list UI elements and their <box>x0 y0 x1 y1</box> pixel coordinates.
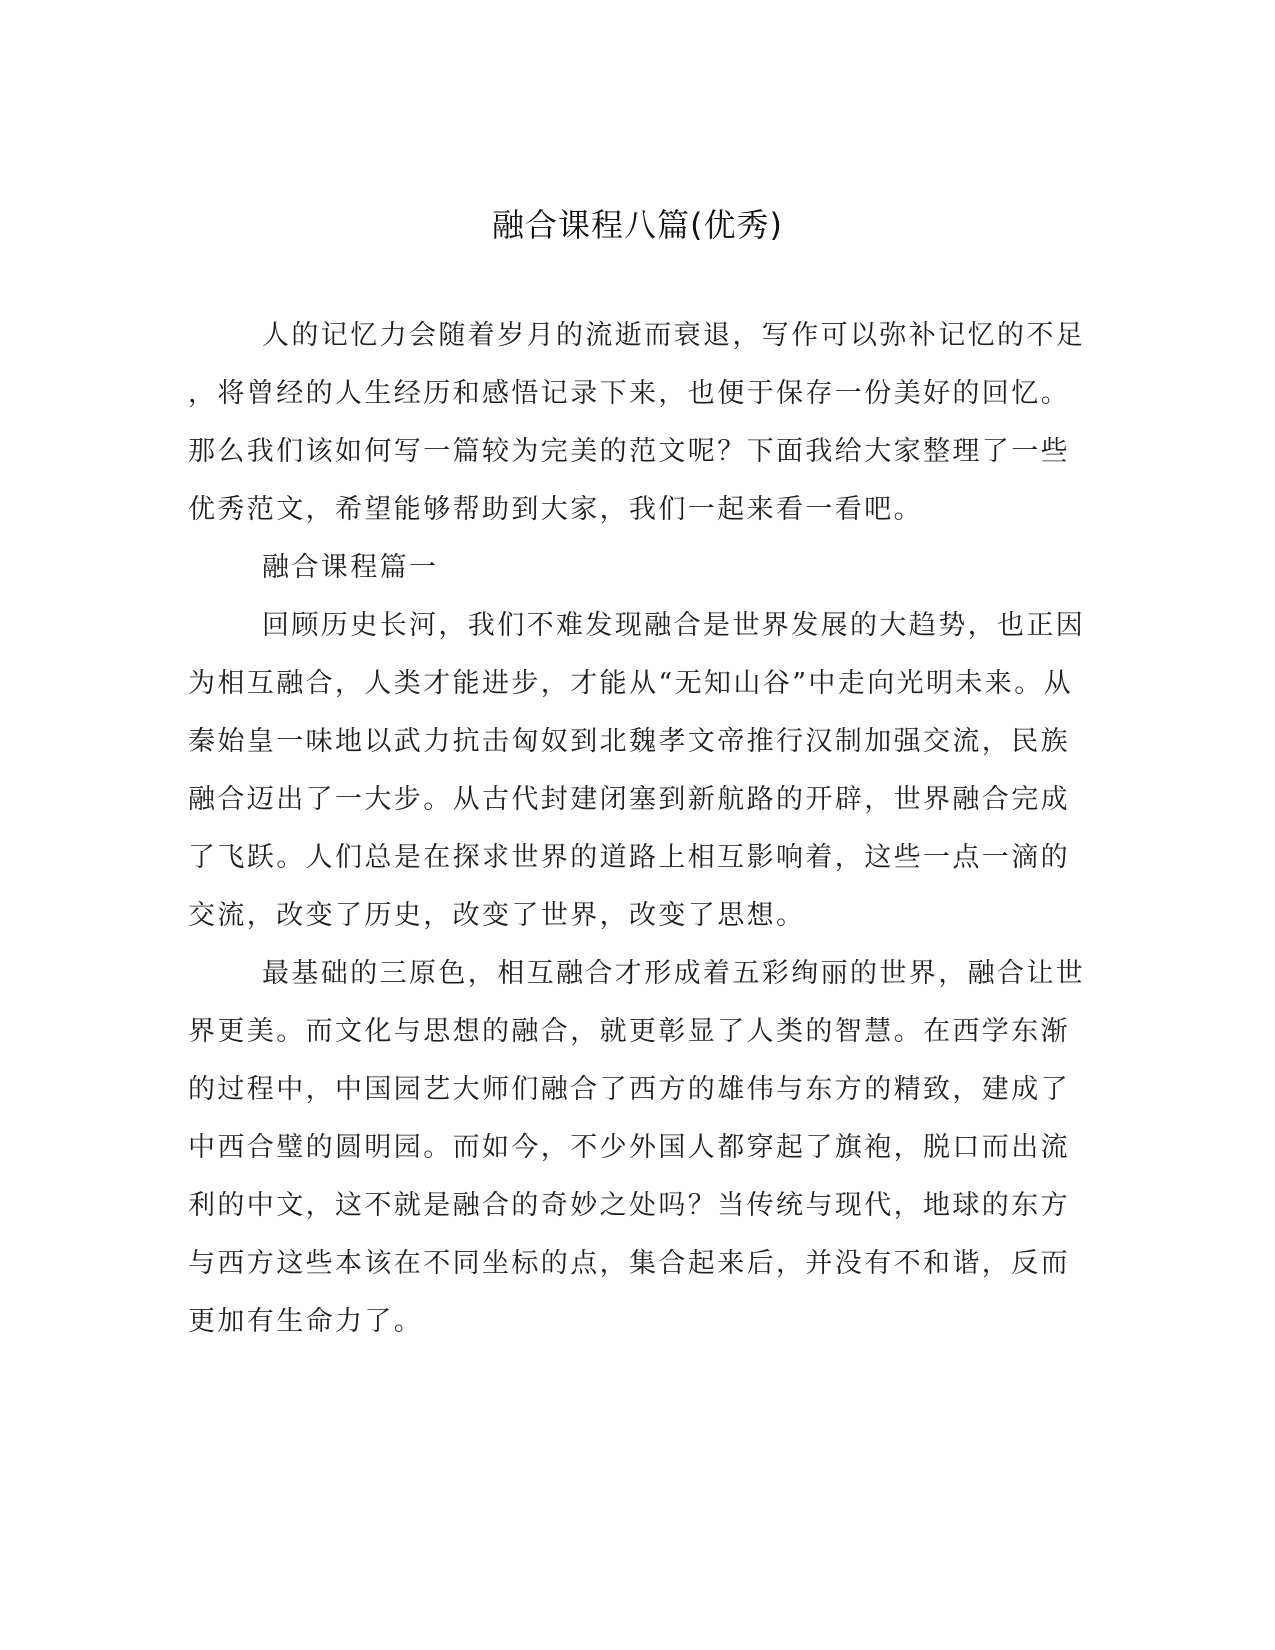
text-line: 优秀范文，希望能够帮助到大家，我们一起来看一看吧。 <box>188 494 923 525</box>
text-line: 中西合璧的圆明园。而如今，不少外国人都穿起了旗袍，脱口而出流 <box>188 1132 1070 1163</box>
text-line: 那么我们该如何写一篇较为完美的范文呢？下面我给大家整理了一些 <box>188 436 1070 467</box>
document-title: 融合课程八篇(优秀) <box>492 206 783 244</box>
text-line: 最基础的三原色，相互融合才形成着五彩绚丽的世界，融合让世 <box>262 958 1086 989</box>
text-line: 秦始皇一味地以武力抗击匈奴到北魏孝文帝推行汉制加强交流，民族 <box>188 726 1070 757</box>
text-line: ，将曾经的人生经历和感悟记录下来，也便于保存一份美好的回忆。 <box>188 378 1070 409</box>
text-line: 更加有生命力了。 <box>188 1306 424 1337</box>
text-line: 融合迈出了一大步。从古代封建闭塞到新航路的开辟，世界融合完成 <box>188 784 1070 815</box>
text-line: 与西方这些本该在不同坐标的点，集合起来后，并没有不和谐，反而 <box>188 1248 1070 1279</box>
text-line: 为相互融合，人类才能进步，才能从“无知山谷”中走向光明未来。从 <box>188 668 1074 699</box>
section-heading: 融合课程篇一 <box>262 552 439 583</box>
text-line: 的过程中，中国园艺大师们融合了西方的雄伟与东方的精致，建成了 <box>188 1074 1070 1105</box>
text-line: 回顾历史长河，我们不难发现融合是世界发展的大趋势，也正因 <box>262 610 1086 641</box>
text-line: 人的记忆力会随着岁月的流逝而衰退，写作可以弥补记忆的不足 <box>262 320 1086 351</box>
text-line: 了飞跃。人们总是在探求世界的道路上相互影响着，这些一点一滴的 <box>188 842 1070 873</box>
text-line: 界更美。而文化与思想的融合，就更彰显了人类的智慧。在西学东渐 <box>188 1016 1070 1047</box>
text-line: 利的中文，这不就是融合的奇妙之处吗？当传统与现代，地球的东方 <box>188 1190 1070 1221</box>
text-line: 交流，改变了历史，改变了世界，改变了思想。 <box>188 900 806 931</box>
